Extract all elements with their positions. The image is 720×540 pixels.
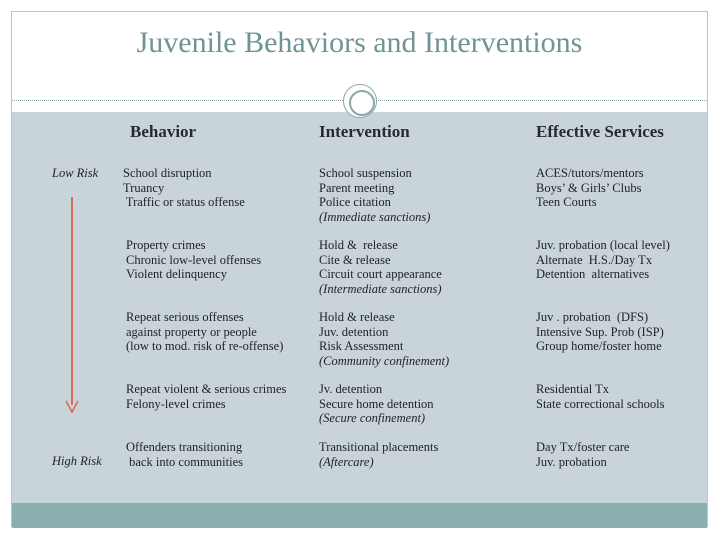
row3-behavior-1: Repeat serious offenses [126,310,244,324]
row3-service-3: Group home/foster home [536,339,662,354]
slide-title: Juvenile Behaviors and Interventions [136,26,583,59]
low-risk-label: Low Risk [52,166,99,180]
row4-service-1: Residential Tx [536,382,610,396]
risk-arrow-line [71,197,73,405]
row2-service-3: Detention alternatives [536,267,650,282]
row5-intervention-1: Transitional placements [319,440,439,454]
row5-behavior-1: Offenders transitioning [126,440,243,454]
row3-behavior-2: against property or people [126,324,257,339]
row2-service-1: Juv. probation (local level) [536,238,670,252]
row4-intervention-note: (Secure confinement) [319,411,426,426]
row1-intervention-3: Police citation [319,195,391,210]
row3-behavior-3: (low to mod. risk of re-offense) [126,339,284,354]
row2-intervention-note: (Intermediate sanctions) [319,281,442,296]
high-risk-label: High Risk [52,454,102,468]
row3-intervention-note: (Community confinement) [319,353,450,368]
row4-behavior-1: Repeat violent & serious crimes [126,382,287,396]
row2-behavior-3: Violent delinquency [126,267,227,282]
row2-intervention-2: Cite & release [319,252,391,267]
circle-ornament-icon [343,84,377,118]
header-services: Effective Services [536,122,664,141]
row1-intervention-1: School suspension [319,166,412,180]
down-arrow-icon [65,400,79,414]
row1-behavior-3: Traffic or status offense [123,195,245,210]
row5-service-2: Juv. probation [536,454,607,469]
row2-intervention-1: Hold & release [319,238,398,252]
row5-behavior-2: back into communities [126,454,243,469]
row2-behavior-1: Property crimes [126,238,206,252]
row3-intervention-1: Hold & release [319,310,395,324]
row3-intervention-3: Risk Assessment [319,339,404,354]
bottom-band [12,503,707,528]
row4-service-2: State correctional schools [536,396,665,411]
row1-behavior-2: Truancy [123,180,165,195]
row1-service-3: Teen Courts [536,195,597,210]
row1-intervention-note: (Immediate sanctions) [319,209,431,224]
row5-service-1: Day Tx/foster care [536,440,630,454]
row2-service-2: Alternate H.S./Day Tx [536,252,653,267]
row4-intervention-1: Jv. detention [319,382,383,396]
row1-behavior-1: School disruption [123,166,212,180]
row1-service-1: ACES/tutors/mentors [536,166,644,180]
header-intervention: Intervention [319,122,410,141]
row4-behavior-2: Felony-level crimes [126,396,226,411]
row1-service-2: Boys’ & Girls’ Clubs [536,180,642,195]
row2-intervention-3: Circuit court appearance [319,267,442,282]
row4-intervention-2: Secure home detention [319,396,434,411]
row5-intervention-note: (Aftercare) [319,454,374,469]
row2-behavior-2: Chronic low-level offenses [126,252,262,267]
row1-intervention-2: Parent meeting [319,180,395,195]
header-behavior: Behavior [130,122,197,141]
row3-service-2: Intensive Sup. Prob (ISP) [536,324,664,339]
row3-intervention-2: Juv. detention [319,324,389,339]
row3-service-1: Juv . probation (DFS) [536,310,649,324]
